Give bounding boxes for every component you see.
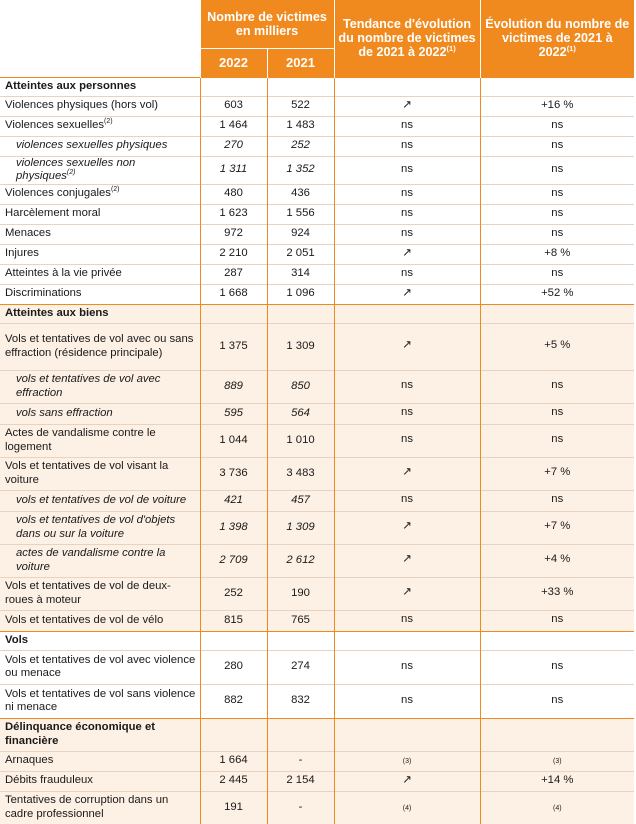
value-2021: - — [267, 791, 334, 824]
value-2021: 1 309 — [267, 511, 334, 544]
row-label-cell — [0, 650, 200, 684]
row-label-cell — [0, 244, 200, 264]
section-title: Atteintes aux personnes — [0, 77, 200, 96]
value-2022: 1 398 — [200, 511, 267, 544]
value-2022: 270 — [200, 136, 267, 156]
value-2022: 595 — [200, 403, 267, 424]
table-row — [0, 403, 634, 424]
trend-cell — [334, 424, 480, 457]
row-label-cell — [0, 116, 200, 136]
evolution-value: +7 % — [544, 466, 571, 479]
value-2021: 457 — [267, 490, 334, 511]
trend-value: ns — [401, 162, 413, 175]
table-row — [0, 791, 634, 824]
trend-cell — [334, 264, 480, 284]
trend-cell — [334, 136, 480, 156]
value-2021: 924 — [267, 224, 334, 244]
evolution-value: ns — [551, 118, 564, 131]
trend-cell — [334, 457, 480, 490]
trend-cell — [334, 370, 480, 403]
evolution-value: ns — [551, 659, 564, 672]
evolution-cell — [480, 224, 634, 244]
value-2021: 3 483 — [267, 457, 334, 490]
evolution-value: ns — [551, 226, 564, 239]
evolution-value: +4 % — [544, 553, 571, 566]
trend-cell — [334, 323, 480, 370]
value-2022: 1 623 — [200, 204, 267, 224]
value-2022: 1 311 — [200, 156, 267, 184]
value-2021: 436 — [267, 184, 334, 204]
trend-value: ↗ — [402, 246, 412, 259]
table-row — [0, 136, 634, 156]
header-trend-label: Tendance d'évolution du nombre de victimes de 2021 à 2022 — [338, 17, 476, 60]
table-row — [0, 650, 634, 684]
value-2021: 832 — [267, 684, 334, 718]
evolution-value: +52 % — [541, 286, 574, 299]
evolution-note: (3) — [552, 757, 562, 765]
value-2021: 765 — [267, 610, 334, 631]
table-row — [0, 610, 634, 631]
trend-value: ↗ — [402, 586, 412, 599]
row-note: (2) — [110, 186, 120, 194]
row-label: Harcèlement moral — [5, 207, 101, 220]
trend-cell — [334, 610, 480, 631]
row-label: Discriminations — [5, 287, 82, 300]
trend-value: ns — [401, 226, 413, 239]
value-2022: 421 — [200, 490, 267, 511]
trend-value: ns — [401, 406, 413, 419]
value-2022: 2 210 — [200, 244, 267, 264]
value-2022: 2 445 — [200, 771, 267, 791]
evolution-cell — [480, 244, 634, 264]
section-header — [0, 77, 634, 96]
evolution-value: ns — [551, 406, 564, 419]
row-label: Arnaques — [5, 754, 54, 767]
section-title: Délinquance économique et financière — [0, 718, 200, 751]
trend-cell — [334, 577, 480, 610]
value-2022: 972 — [200, 224, 267, 244]
table-row — [0, 577, 634, 610]
row-label-cell — [0, 204, 200, 224]
row-label: vols et tentatives de vol de voiture — [16, 493, 187, 506]
value-2021: 1 483 — [267, 116, 334, 136]
row-label-cell — [0, 224, 200, 244]
section-title: Vols — [0, 631, 200, 650]
trend-cell — [334, 224, 480, 244]
row-label-cell — [0, 403, 200, 424]
table-row — [0, 96, 634, 116]
value-2022: 1 044 — [200, 424, 267, 457]
evolution-cell — [480, 577, 634, 610]
header-evolution-note: (1) — [566, 44, 576, 54]
evolution-cell — [480, 116, 634, 136]
row-label: Tentatives de corruption dans un cadre professionnel — [5, 794, 169, 820]
evolution-cell — [480, 264, 634, 284]
table-row — [0, 156, 634, 184]
value-2021: 2 154 — [267, 771, 334, 791]
row-label-cell — [0, 184, 200, 204]
header-blank — [0, 0, 200, 77]
header-trend — [334, 0, 480, 77]
row-label: Vols et tentatives de vol avec violence ou menace — [5, 653, 196, 679]
row-label: violences sexuelles physiques — [16, 139, 168, 152]
row-label: Menaces — [5, 227, 51, 240]
value-2022: 287 — [200, 264, 267, 284]
trend-value: ns — [401, 118, 413, 131]
row-label-cell — [0, 96, 200, 116]
row-label-cell — [0, 156, 200, 184]
row-label: Atteintes à la vie privée — [5, 267, 122, 280]
value-2021: 850 — [267, 370, 334, 403]
row-label-cell — [0, 136, 200, 156]
evolution-cell — [480, 511, 634, 544]
trend-cell — [334, 403, 480, 424]
row-label-cell — [0, 284, 200, 304]
evolution-cell — [480, 370, 634, 403]
evolution-cell — [480, 610, 634, 631]
trend-cell — [334, 650, 480, 684]
row-label: violences sexuelles non physiques — [16, 156, 136, 182]
table-row — [0, 370, 634, 403]
trend-value: ns — [401, 186, 413, 199]
trend-value: ↗ — [402, 773, 412, 786]
table-row — [0, 323, 634, 370]
table-row — [0, 244, 634, 264]
trend-cell — [334, 544, 480, 577]
value-2022: 1 464 — [200, 116, 267, 136]
trend-value: ↗ — [402, 520, 412, 533]
evolution-value: ns — [551, 162, 564, 175]
trend-cell — [334, 244, 480, 264]
table-row — [0, 544, 634, 577]
evolution-value: ns — [551, 138, 564, 151]
trend-note: (3) — [402, 757, 412, 765]
row-label: vols et tentatives de vol avec effraction — [16, 373, 161, 399]
evolution-value: ns — [551, 433, 564, 446]
table-row — [0, 116, 634, 136]
table-row — [0, 771, 634, 791]
header-victims: Nombre de victimes en milliers — [200, 0, 334, 48]
evolution-cell — [480, 490, 634, 511]
evolution-cell — [480, 156, 634, 184]
trend-value: ↗ — [402, 466, 412, 479]
evolution-cell — [480, 403, 634, 424]
table-row — [0, 204, 634, 224]
value-2022: 1 664 — [200, 751, 267, 771]
value-2021: 2 612 — [267, 544, 334, 577]
trend-cell — [334, 684, 480, 718]
table-row — [0, 751, 634, 771]
evolution-cell — [480, 323, 634, 370]
row-label: Débits frauduleux — [5, 774, 93, 787]
trend-value: ↗ — [402, 553, 412, 566]
row-label: Violences physiques (hors vol) — [5, 99, 159, 112]
value-2021: 252 — [267, 136, 334, 156]
value-2022: 480 — [200, 184, 267, 204]
row-label-cell — [0, 684, 200, 718]
evolution-note: (4) — [552, 804, 562, 812]
row-label-cell — [0, 490, 200, 511]
value-2021: 522 — [267, 96, 334, 116]
evolution-value: +33 % — [541, 586, 574, 599]
trend-value: ns — [401, 266, 413, 279]
section-header — [0, 718, 634, 751]
value-2022: 882 — [200, 684, 267, 718]
section-header — [0, 631, 634, 650]
evolution-cell — [480, 771, 634, 791]
value-2022: 191 — [200, 791, 267, 824]
row-label: vols et tentatives de vol d'objets dans ou sur la voiture — [16, 514, 176, 540]
evolution-value: ns — [551, 379, 564, 392]
value-2022: 1 668 — [200, 284, 267, 304]
evolution-cell — [480, 457, 634, 490]
trend-value: ns — [401, 206, 413, 219]
evolution-cell — [480, 684, 634, 718]
trend-value: ns — [401, 138, 413, 151]
trend-note: (4) — [402, 804, 412, 812]
row-label-cell — [0, 610, 200, 631]
trend-cell — [334, 511, 480, 544]
value-2022: 2 709 — [200, 544, 267, 577]
row-label-cell — [0, 751, 200, 771]
evolution-value: ns — [551, 493, 564, 506]
row-label-cell — [0, 370, 200, 403]
row-label: Actes de vandalisme contre le logement — [5, 427, 156, 453]
row-label-cell — [0, 771, 200, 791]
value-2022: 252 — [200, 577, 267, 610]
value-2021: 1 309 — [267, 323, 334, 370]
header-evolution-label: Évolution du nombre de victimes de 2021 à 2022 — [485, 17, 630, 60]
trend-cell — [334, 116, 480, 136]
evolution-cell — [480, 204, 634, 224]
section-1 — [0, 304, 634, 631]
row-label: Violences conjugales — [5, 187, 111, 200]
evolution-value: +5 % — [544, 339, 571, 352]
value-2021: 1 556 — [267, 204, 334, 224]
row-note: (2) — [66, 169, 76, 177]
trend-value: ns — [401, 693, 413, 706]
evolution-cell — [480, 751, 634, 771]
trend-value: ns — [401, 613, 413, 626]
row-label: vols sans effraction — [16, 406, 113, 419]
evolution-value: ns — [551, 613, 564, 626]
trend-value: ↗ — [402, 339, 412, 352]
trend-cell — [334, 184, 480, 204]
row-label: Vols et tentatives de vol sans violence ni menace — [5, 687, 196, 713]
row-label-cell — [0, 791, 200, 824]
evolution-value: ns — [551, 266, 564, 279]
evolution-value: ns — [551, 186, 564, 199]
table-row — [0, 490, 634, 511]
evolution-value: +16 % — [541, 98, 574, 111]
trend-value: ↗ — [402, 98, 412, 111]
table-row — [0, 264, 634, 284]
row-note: (2) — [104, 118, 113, 126]
evolution-cell — [480, 284, 634, 304]
trend-value: ns — [401, 379, 413, 392]
value-2022: 280 — [200, 650, 267, 684]
value-2021: 1 010 — [267, 424, 334, 457]
trend-cell — [334, 204, 480, 224]
row-label-cell — [0, 511, 200, 544]
trend-cell — [334, 771, 480, 791]
trend-cell — [334, 751, 480, 771]
row-label: Vols et tentatives de vol visant la voiture — [5, 460, 169, 486]
evolution-cell — [480, 544, 634, 577]
value-2021: 314 — [267, 264, 334, 284]
evolution-cell — [480, 424, 634, 457]
table-row — [0, 224, 634, 244]
header-year-2021: 2021 — [267, 48, 334, 77]
row-label: actes de vandalisme contre la voiture — [16, 547, 166, 573]
evolution-cell — [480, 136, 634, 156]
value-2022: 603 — [200, 96, 267, 116]
header-year-2022: 2022 — [200, 48, 267, 77]
table-row — [0, 511, 634, 544]
table-row — [0, 184, 634, 204]
value-2021: 2 051 — [267, 244, 334, 264]
evolution-value: +14 % — [541, 773, 574, 786]
trend-value: ns — [401, 493, 413, 506]
row-label-cell — [0, 323, 200, 370]
value-2022: 3 736 — [200, 457, 267, 490]
trend-cell — [334, 284, 480, 304]
evolution-cell — [480, 791, 634, 824]
trend-cell — [334, 490, 480, 511]
row-label-cell — [0, 577, 200, 610]
header-trend-note: (1) — [446, 44, 456, 54]
evolution-cell — [480, 96, 634, 116]
row-label-cell — [0, 544, 200, 577]
row-label-cell — [0, 457, 200, 490]
table-row — [0, 424, 634, 457]
value-2021: 564 — [267, 403, 334, 424]
evolution-value: +7 % — [544, 520, 571, 533]
trend-cell — [334, 96, 480, 116]
section-title: Atteintes aux biens — [0, 304, 200, 323]
evolution-value: ns — [551, 693, 564, 706]
trend-value: ns — [401, 659, 413, 672]
trend-cell — [334, 791, 480, 824]
row-label: Vols et tentatives de vol avec ou sans effraction (résidence principale) — [5, 333, 194, 359]
row-label-cell — [0, 264, 200, 284]
section-2 — [0, 631, 634, 718]
value-2021: 190 — [267, 577, 334, 610]
row-label: Vols et tentatives de vol de vélo — [5, 613, 164, 626]
value-2022: 1 375 — [200, 323, 267, 370]
table-row — [0, 284, 634, 304]
row-label-cell — [0, 424, 200, 457]
section-0 — [0, 77, 634, 304]
evolution-cell — [480, 184, 634, 204]
evolution-cell — [480, 650, 634, 684]
value-2021: - — [267, 751, 334, 771]
table-row — [0, 457, 634, 490]
evolution-value: +8 % — [544, 246, 571, 259]
trend-value: ns — [401, 433, 413, 446]
value-2022: 889 — [200, 370, 267, 403]
section-header — [0, 304, 634, 323]
evolution-value: ns — [551, 206, 564, 219]
trend-value: ↗ — [402, 286, 412, 299]
table-row — [0, 684, 634, 718]
row-label: Violences sexuelles — [5, 119, 105, 132]
row-label: Vols et tentatives de vol de deux-roues à moteur — [5, 580, 171, 606]
header-evolution — [480, 0, 634, 77]
value-2021: 1 352 — [267, 156, 334, 184]
section-3 — [0, 718, 634, 824]
value-2021: 1 096 — [267, 284, 334, 304]
value-2021: 274 — [267, 650, 334, 684]
row-label: Injures — [5, 247, 39, 260]
trend-cell — [334, 156, 480, 184]
value-2022: 815 — [200, 610, 267, 631]
